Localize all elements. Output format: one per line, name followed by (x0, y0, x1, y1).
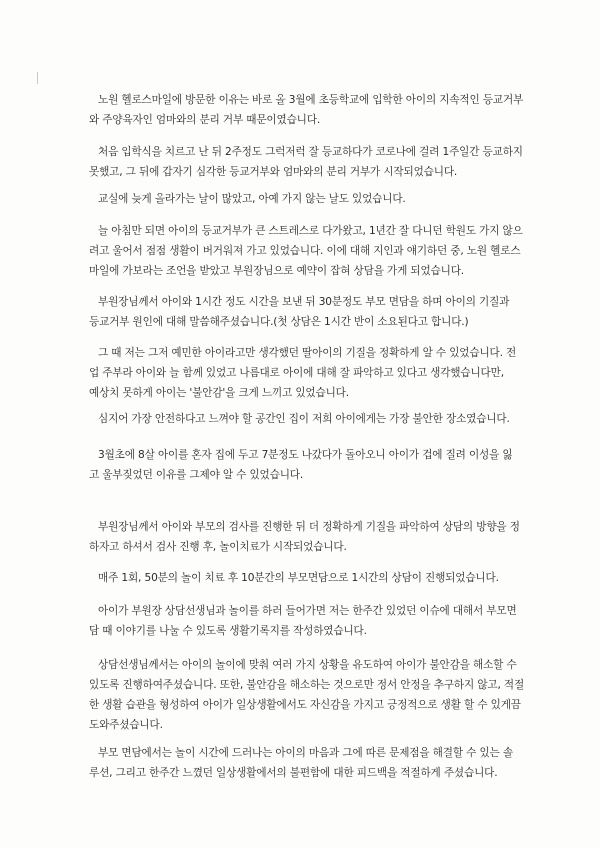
text-line: 도와주셨습니다. (89, 719, 163, 731)
text-line: 한 생활 습관을 형성하여 아이가 일상생활에서도 자신감을 가지고 긍정적으로 생활 할 수 있게끔 (89, 699, 521, 711)
text-line: 와 주양육자인 엄마와의 분리 거부 때문이였습니다. (89, 114, 321, 126)
text-line: 업 주부라 아이와 늘 함께 있었고 나름대로 아이에 대해 잘 파악하고 있다고 생각했습니다만, (89, 367, 504, 379)
text-line: 3월초에 8살 아이를 혼자 집에 두고 7분정도 나갔다가 돌아오니 아이가 겁에 질려 이성을 잃 (98, 449, 513, 461)
scan-mark (37, 72, 38, 84)
paragraph-8 (89, 445, 529, 485)
text-line: 부원장님께서 아이와 1시간 정도 시간을 보낸 뒤 30분정도 부모 면담을 하며 아이의 기질과 (98, 296, 510, 308)
text-line: 담 때 이야기를 나눌 수 있도록 생활기록지를 작성하였습니다. (89, 625, 367, 637)
paragraph-10 (89, 568, 529, 588)
paragraph-2 (89, 142, 529, 182)
paragraph-6 (89, 343, 529, 403)
text-line: 있도록 진행하여주셨습니다. 또한, 불안감을 해소하는 것으로만 정서 안정을 추구하지 않고, 적절 (89, 679, 525, 691)
text-line: 상담선생님께서는 아이의 놀이에 맞춰 여러 가지 상황을 유도하여 아이가 불안감을 해소할 수 (98, 659, 517, 671)
text-line: 려고 울어서 점점 생활이 버거워져 가고 있었습니다. 이에 대해 지인과 얘기하던 중, 노원 헬로스 (89, 245, 521, 257)
paragraph-11 (89, 601, 529, 641)
paragraph-1 (89, 90, 529, 130)
text-line: 못했고, 그 뒤에 갑자기 심각한 등교거부와 엄마와의 분리 거부가 시작되었습니다. (89, 166, 458, 178)
text-line: 부원장님께서 아이와 부모의 검사를 진행한 뒤 더 정확하게 기질을 파악하여 상담의 방향을 정 (98, 521, 520, 533)
paragraph-13 (89, 743, 529, 783)
text-line: 하자고 하셔서 검사 진행 후, 놀이치료가 시작되었습니다. (89, 541, 347, 553)
text-line: 예상치 못하게 아이는 '불안감'을 크게 느끼고 있었습니다. (89, 387, 349, 399)
text-line: 처음 입학식을 치르고 난 뒤 2주정도 그럭저럭 잘 등교하다가 코로나에 걸려 1주일간 등교하지 (98, 146, 523, 158)
text-line: 마일에 가보라는 조언을 받았고 부원장님으로 예약이 잡혀 상담을 가게 되었습니다. (89, 265, 465, 277)
paragraph-12 (89, 655, 529, 735)
text-line: 노원 헬로스마일에 방문한 이유는 바로 올 3월에 초등학교에 입학한 아이의 지속적인 등교거부 (98, 94, 524, 106)
text-line: 고 울부짖었던 이유를 그제야 알 수 있었습니다. (89, 469, 304, 481)
text-line: 등교거부 원인에 대해 말씀해주셨습니다.(첫 상담은 1시간 반이 소요된다고 합니다.) (89, 316, 469, 328)
text-line: 부모 면담에서는 놀이 시간에 드러나는 아이의 마음과 그에 따른 문제점을 해결할 수 있는 솔 (98, 747, 513, 759)
text-line: 그 때 저는 그저 예민한 아이라고만 생각했던 딸아이의 기질을 정확하게 알 수 있었습니다. 전 (98, 347, 517, 359)
text-line: 매주 1회, 50분의 놀이 치료 후 10분간의 부모면담으로 1시간의 상담이 진행되었습니다. (98, 572, 499, 584)
paragraph-7 (89, 409, 529, 429)
paragraph-9 (89, 517, 529, 557)
text-line: 루션, 그리고 한주간 느꼈던 일상생활에서의 불편함에 대한 피드백을 적절하게 주셨습니다. (89, 767, 498, 779)
text-line: 늘 아침만 되면 아이의 등교거부가 큰 스트레스로 다가왔고, 1년간 잘 다니던 학원도 가지 않으 (98, 225, 523, 237)
paragraph-4 (89, 221, 529, 281)
text-line: 교실에 늦게 올라가는 날이 많았고, 아예 가지 않는 날도 있었습니다. (98, 193, 406, 205)
text-line: 심지어 가장 안전하다고 느껴야 할 공간인 집이 저희 아이에게는 가장 불안한 장소였습니다. (98, 413, 510, 425)
text-line: 아이가 부원장 상담선생님과 놀이를 하러 들어가면 저는 한주간 있었던 이슈에 대해서 부모면 (98, 605, 517, 617)
paragraph-3 (89, 189, 529, 209)
paragraph-5 (89, 292, 529, 332)
